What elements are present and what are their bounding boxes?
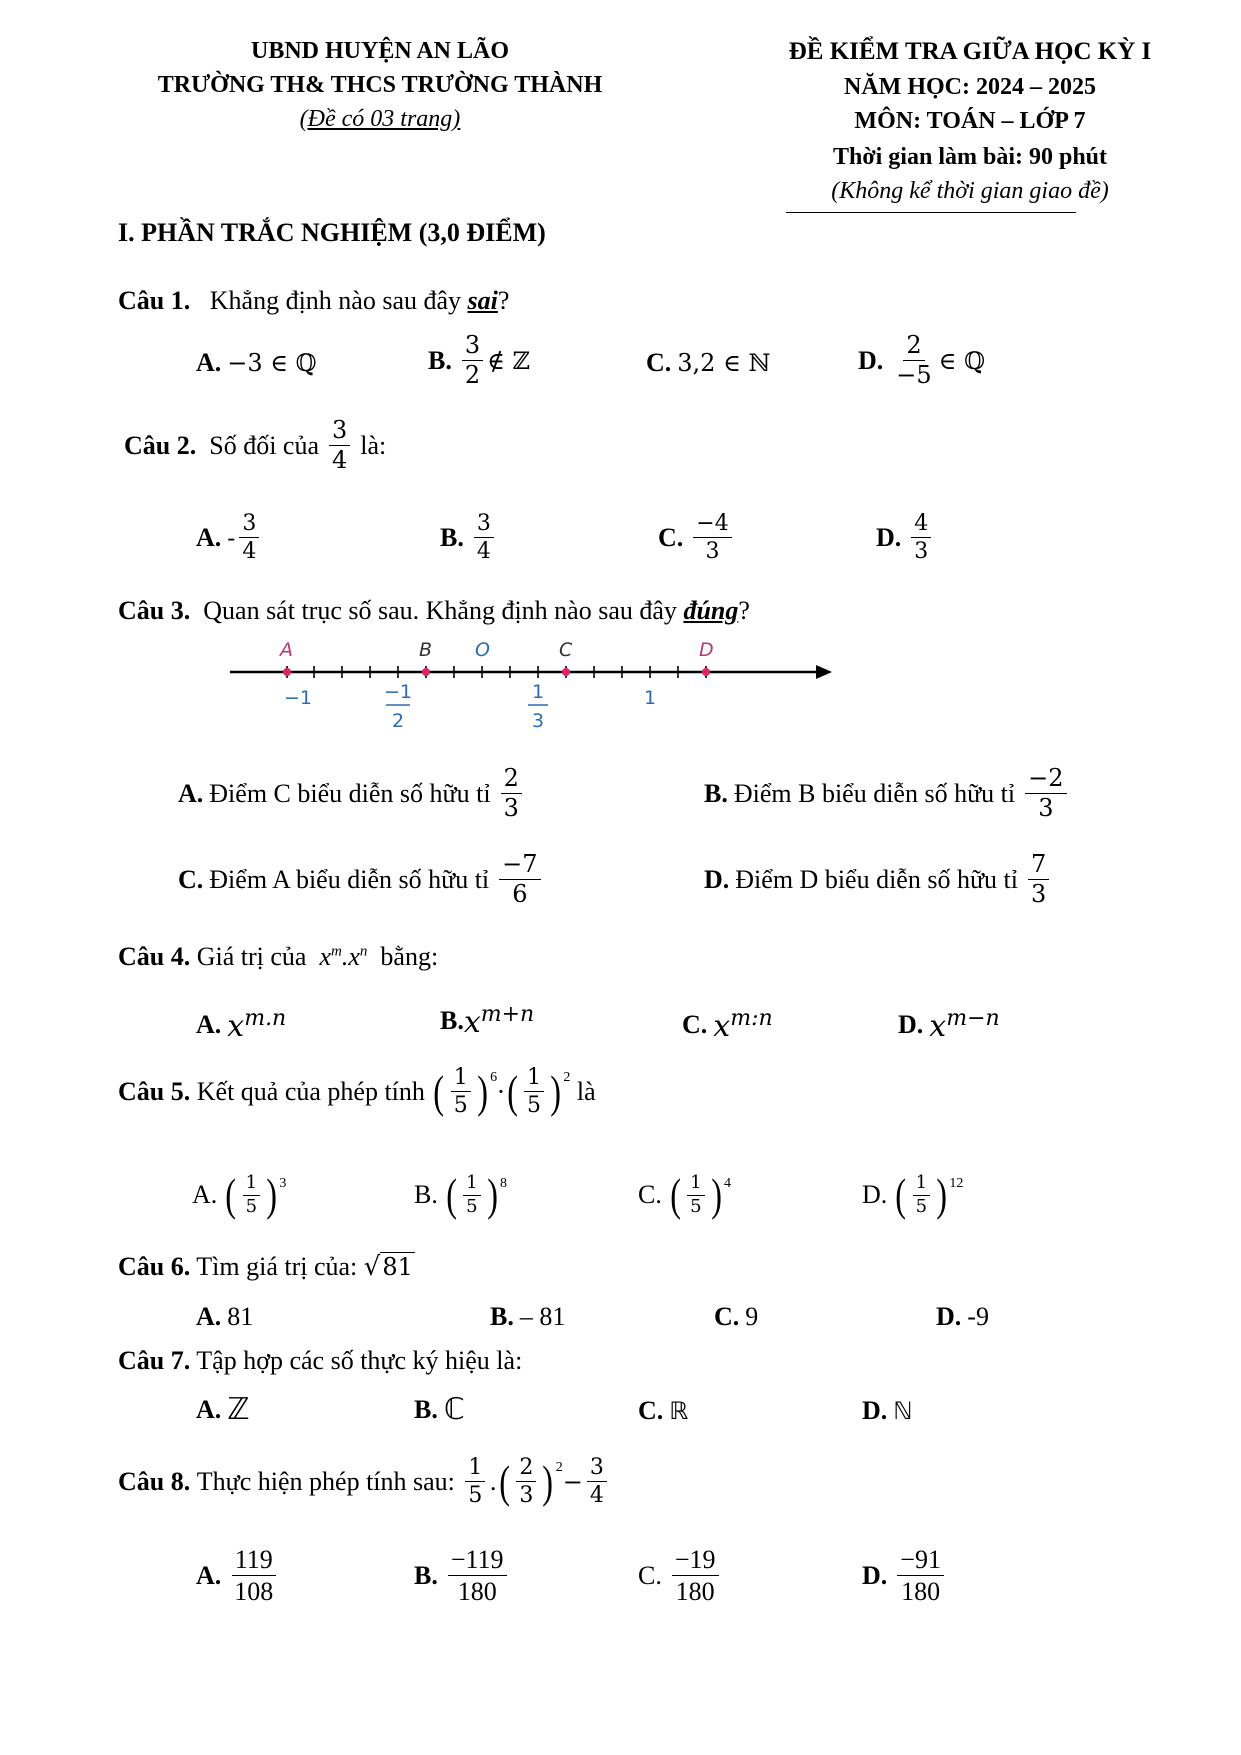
label-a: A bbox=[280, 639, 293, 661]
q6-option-b[interactable]: B. – 81 bbox=[490, 1302, 566, 1331]
arrow-head-icon bbox=[816, 665, 832, 679]
q8-option-a[interactable]: A. $\frac{119}{108}$ bbox=[196, 1546, 280, 1606]
header-underline bbox=[786, 212, 1076, 213]
q7-option-a[interactable]: A. ℤ bbox=[196, 1392, 250, 1427]
q5-option-a[interactable]: A. ( $\frac{1}{5}$ ) $^3$ bbox=[192, 1169, 287, 1220]
question-8: Câu 8. Thực hiện phép tính sau: $\frac{1}{5}$ . ( $\frac{2}{3}$ ) $^2$ − $\frac{3}{4}$ bbox=[118, 1456, 611, 1507]
question-6: Câu 6. Tìm giá trị của: √81 bbox=[118, 1252, 413, 1282]
point-a bbox=[283, 668, 291, 676]
tick-label-minus-half-den: 2 bbox=[391, 710, 405, 732]
q3-option-c[interactable]: C. Điểm A biểu diễn số hữu tỉ $\frac{-7}{6}$ bbox=[178, 852, 545, 907]
q7-option-c[interactable]: C. ℝ bbox=[638, 1396, 689, 1425]
q3-option-d[interactable]: D. Điểm D biểu diễn số hữu tỉ $\frac{7}{3}$ bbox=[704, 852, 1053, 907]
q8-option-d[interactable]: D. $\frac{-91}{180}$ bbox=[862, 1546, 948, 1606]
q7-option-d[interactable]: D. ℕ bbox=[862, 1396, 913, 1425]
q2-option-c[interactable]: C. $\frac{-4}{3}$ bbox=[658, 512, 736, 563]
q2-option-d[interactable]: D. $\frac{4}{3}$ bbox=[876, 512, 935, 563]
q5-option-d[interactable]: D. ( $\frac{1}{5}$ ) $^{12}$ bbox=[862, 1169, 964, 1220]
q1-option-c[interactable]: C. 3,2 ∈ ℕ bbox=[646, 348, 771, 377]
duration: Thời gian làm bài: 90 phút bbox=[832, 144, 1108, 170]
q4-option-a[interactable]: A. $x^{m.n}$ bbox=[196, 1006, 287, 1044]
question-label: Câu 8. bbox=[118, 1466, 191, 1496]
emphasis: đúng bbox=[683, 596, 739, 625]
q2-option-a[interactable]: A. - $\frac{3}{4}$ bbox=[196, 512, 263, 563]
question-4: Câu 4. Giá trị của $x^m.x^n$ bằng: bbox=[118, 942, 439, 971]
page-count-note: (Đề có 03 trang) bbox=[299, 106, 461, 132]
q1-option-d[interactable]: D. $\frac{2}{-5}$ ∈ ℚ bbox=[858, 331, 985, 390]
tick-label-minus-half-num: −1 bbox=[383, 681, 413, 703]
question-label: Câu 3. bbox=[118, 596, 191, 625]
q2-option-b[interactable]: B. $\frac{3}{4}$ bbox=[440, 512, 498, 563]
number-line bbox=[220, 636, 840, 746]
exam-title: ĐỀ KIỂM TRA GIỮA HỌC KỲ I bbox=[788, 38, 1152, 65]
sqrt-expression: √81 bbox=[363, 1252, 413, 1282]
section-title: I. PHẦN TRẮC NGHIỆM (3,0 ĐIỂM) bbox=[118, 218, 546, 247]
label-d: D bbox=[699, 639, 714, 661]
emphasis: sai bbox=[467, 286, 498, 315]
q4-option-d[interactable]: D. $x^{m-n}$ bbox=[898, 1006, 1000, 1044]
question-5: Câu 5. Kết quả của phép tính ( $\frac{1}{5}$ ) $^6$ · ( $\frac{1}{5}$ ) $^2$ là bbox=[118, 1065, 596, 1119]
q6-option-d[interactable]: D. -9 bbox=[936, 1302, 989, 1331]
point-c bbox=[562, 668, 570, 676]
school-year: NĂM HỌC: 2024 – 2025 bbox=[844, 74, 1096, 100]
school-name: TRƯỜNG TH& THCS TRƯỜNG THÀNH bbox=[157, 72, 603, 98]
question-label: Câu 7. bbox=[118, 1346, 191, 1375]
tick-label-third-den: 3 bbox=[531, 710, 545, 732]
point-d bbox=[702, 668, 710, 676]
point-b bbox=[422, 668, 430, 676]
q6-option-c[interactable]: C. 9 bbox=[714, 1302, 759, 1331]
q6-option-a[interactable]: A. 81 bbox=[196, 1302, 254, 1331]
q7-option-b[interactable]: B. ℂ bbox=[414, 1392, 465, 1427]
duration-note: (Không kể thời gian giao đề) bbox=[831, 178, 1109, 204]
question-label: Câu 4. bbox=[118, 942, 191, 971]
question-label: Câu 5. bbox=[118, 1076, 191, 1106]
tick-label-minus-one: −1 bbox=[283, 687, 313, 709]
q4-option-c[interactable]: C. $x^{m:n}$ bbox=[682, 1006, 773, 1044]
label-o: O bbox=[475, 639, 490, 661]
question-3: Câu 3. Quan sát trục số sau. Khẳng định nào sau đây đúng? bbox=[118, 596, 750, 625]
question-label: Câu 6. bbox=[118, 1252, 191, 1281]
question-label: Câu 1. bbox=[118, 286, 191, 315]
q8-option-c[interactable]: C. $\frac{-19}{180}$ bbox=[638, 1546, 723, 1606]
q3-option-b[interactable]: B. Điểm B biểu diễn số hữu tỉ $\frac{-2}{3}$ bbox=[704, 766, 1071, 821]
question-2: Câu 2. Số đối của $\frac{3}{4}$ là: bbox=[124, 416, 387, 475]
q4-option-b[interactable]: B. $x^{m+n}$ bbox=[440, 1002, 535, 1040]
q5-option-c[interactable]: C. ( $\frac{1}{5}$ ) $^4$ bbox=[638, 1169, 731, 1220]
q1-option-a[interactable]: A. −3 ∈ ℚ bbox=[196, 348, 317, 377]
question-7: Câu 7. Tập hợp các số thực ký hiệu là: bbox=[118, 1346, 523, 1375]
question-label: Câu 2. bbox=[124, 430, 197, 460]
tick-label-one: 1 bbox=[643, 687, 657, 709]
label-b: B bbox=[419, 639, 433, 661]
subject: MÔN: TOÁN – LỚP 7 bbox=[854, 108, 1086, 134]
q1-option-b[interactable]: B. $\frac{3}{2}$ ∉ ℤ bbox=[428, 331, 531, 390]
q8-option-b[interactable]: B. $\frac{-119}{180}$ bbox=[414, 1546, 511, 1606]
school-district: UBND HUYỆN AN LÃO bbox=[250, 38, 510, 64]
label-c: C bbox=[559, 639, 573, 661]
q3-option-a[interactable]: A. Điểm C biểu diễn số hữu tỉ $\frac{2}{3}$ bbox=[178, 766, 526, 821]
q5-option-b[interactable]: B. ( $\frac{1}{5}$ ) $^8$ bbox=[414, 1169, 507, 1220]
question-1: Câu 1. Khẳng định nào sau đây sai? bbox=[118, 286, 510, 315]
tick-label-third-num: 1 bbox=[531, 681, 545, 703]
